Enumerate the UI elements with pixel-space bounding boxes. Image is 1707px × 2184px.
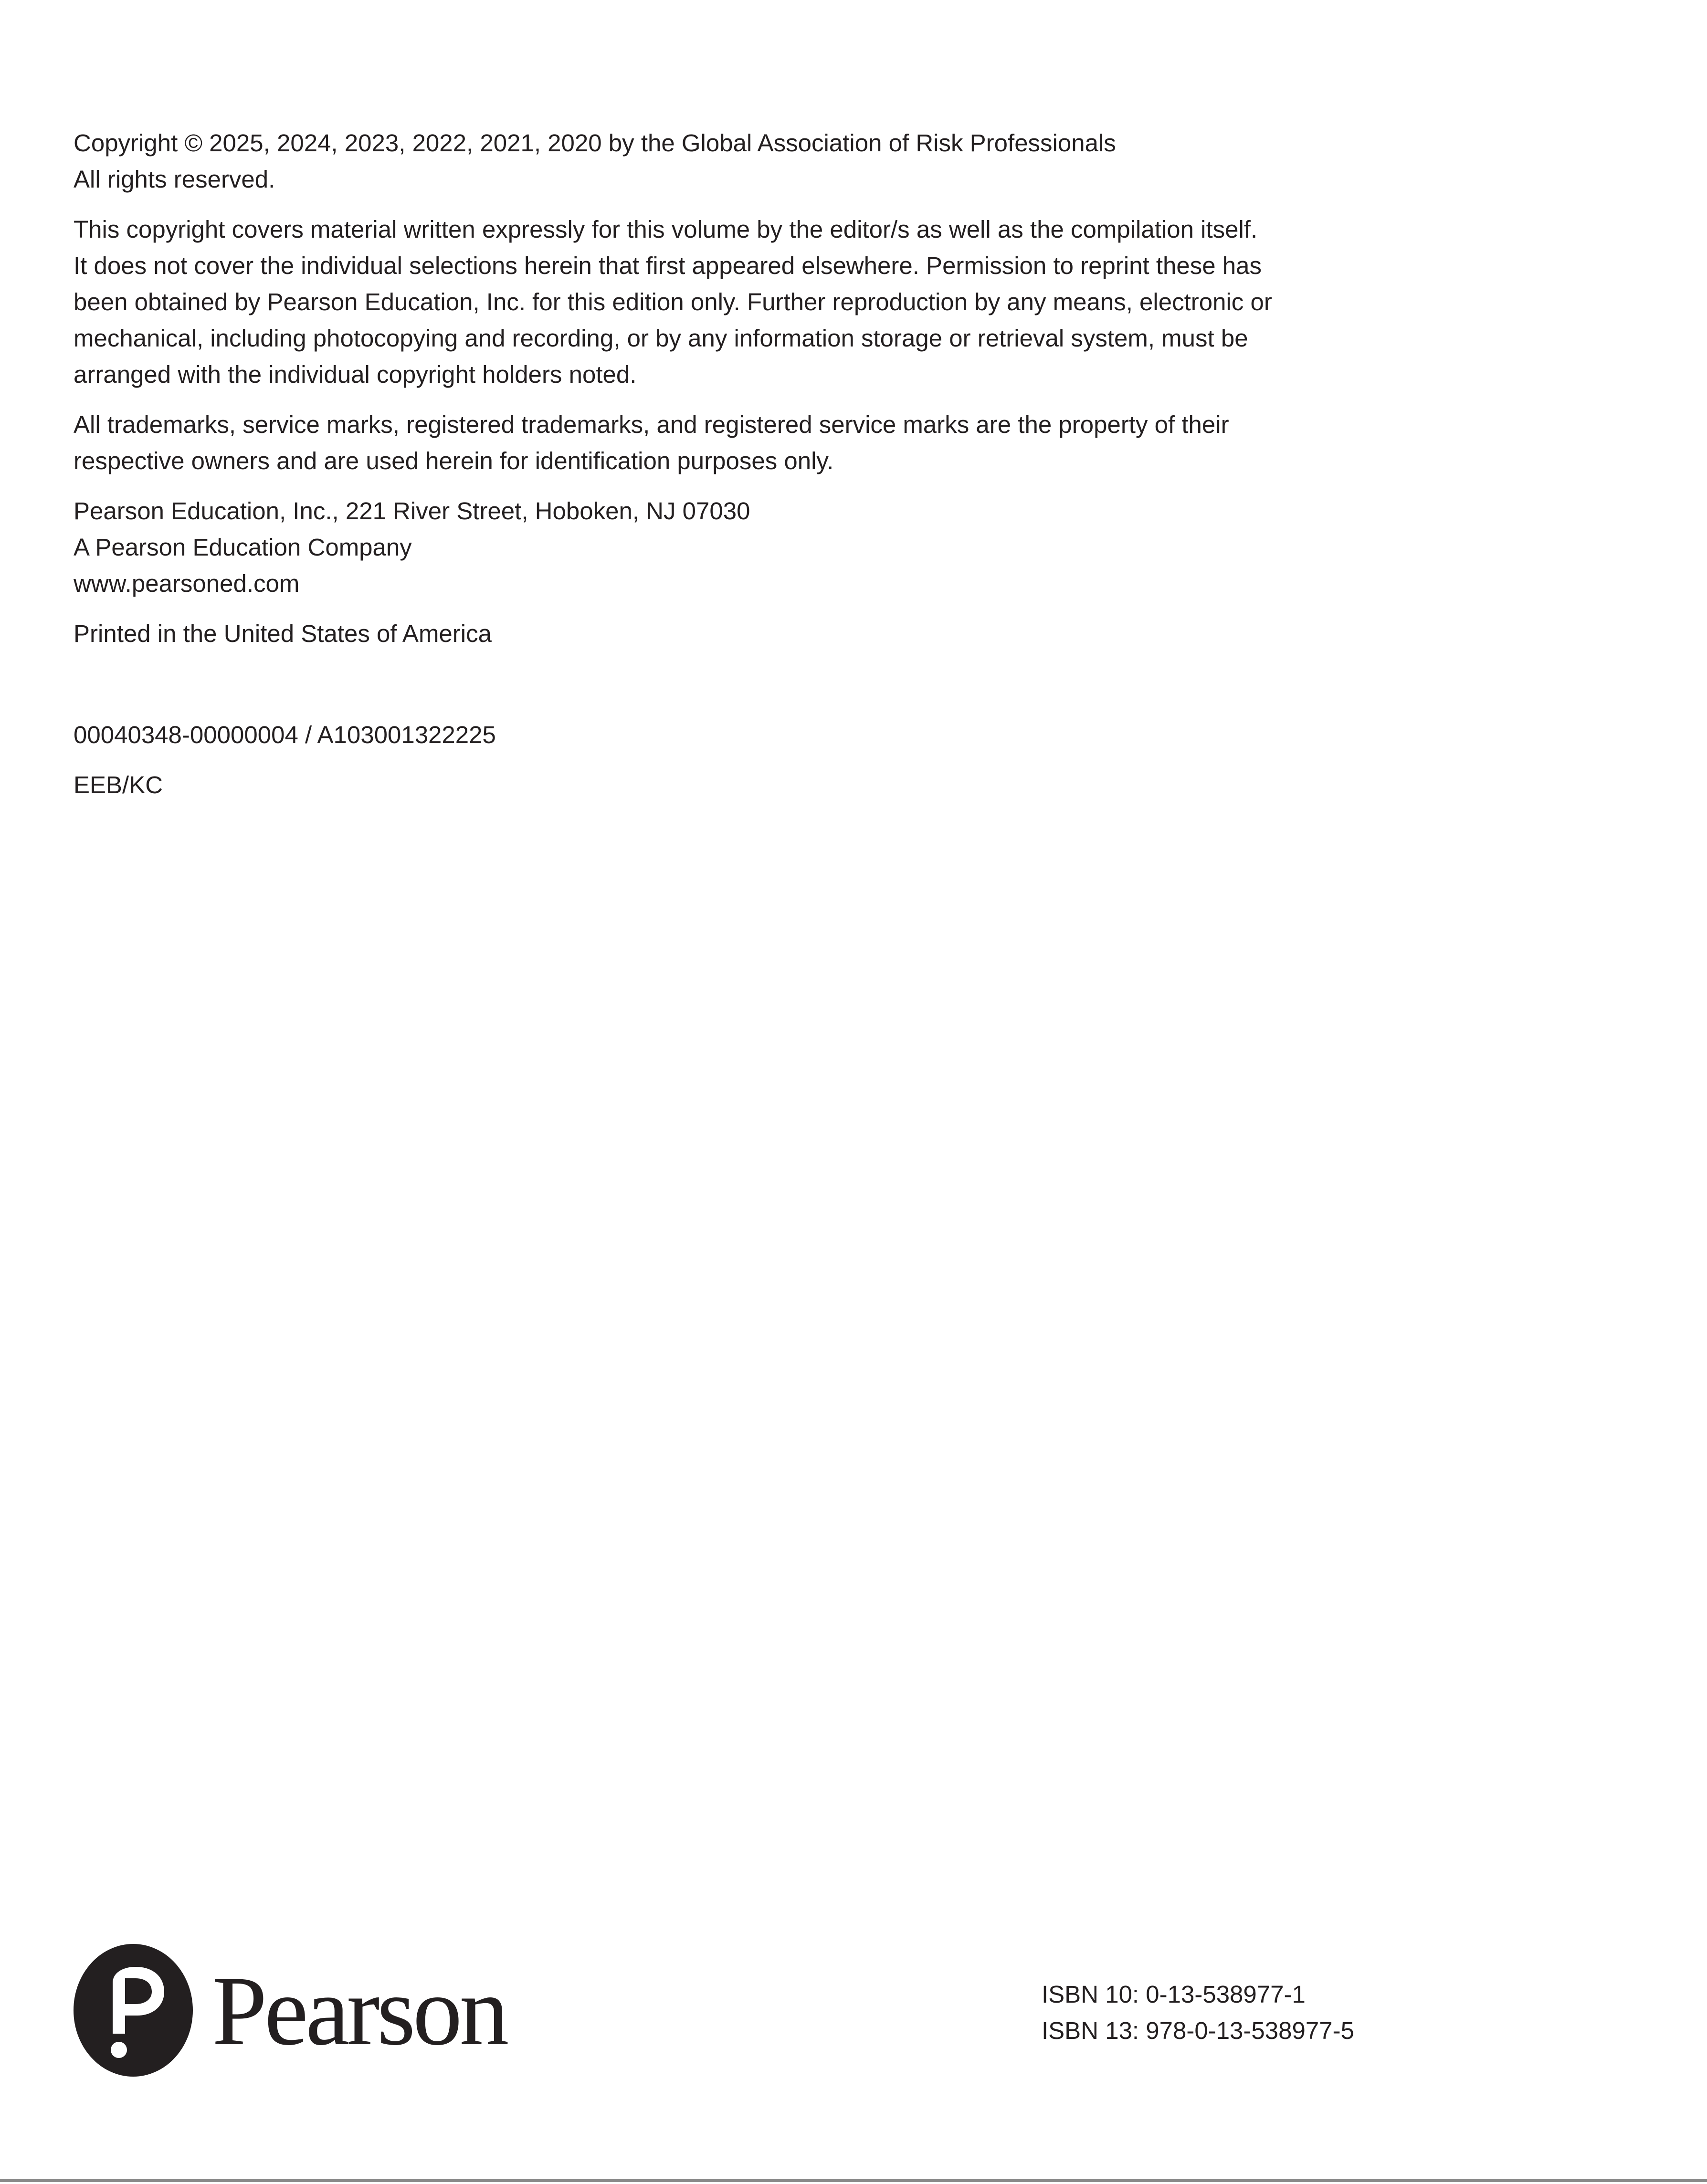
printed-in-line: Printed in the United States of America: [74, 620, 492, 647]
trademarks-line: All trademarks, service marks, registered trademarks, and registered service marks are the property of their: [74, 411, 1229, 438]
pearson-wordmark: Pearson: [212, 1956, 506, 2066]
trademarks-line: respective owners and are used herein for identification purposes only.: [74, 447, 834, 474]
publisher-website: www.pearsoned.com: [74, 570, 300, 597]
trademarks-paragraph: [74, 407, 1391, 479]
isbn-13: ISBN 13: 978-0-13-538977-5: [1042, 2017, 1354, 2044]
copyright-notice: [74, 125, 1391, 198]
coverage-line: mechanical, including photocopying and recording, or by any information storage or retrieval system, must be: [74, 325, 1248, 352]
rights-reserved-line: All rights reserved.: [74, 166, 275, 193]
pearson-p-icon: [74, 1944, 193, 2077]
print-initials: EEB/KC: [74, 771, 163, 798]
copyright-text-block: [74, 125, 1391, 666]
coverage-line: been obtained by Pearson Education, Inc. for this edition only. Further reproduction by any means, electronic or: [74, 288, 1272, 315]
coverage-line: arranged with the individual copyright holders noted.: [74, 361, 637, 388]
publisher-address: Pearson Education, Inc., 221 River Street, Hoboken, NJ 07030: [74, 497, 750, 525]
publisher-company: A Pearson Education Company: [74, 534, 412, 561]
print-codes: [74, 717, 496, 817]
bottom-divider: [0, 2179, 1707, 2182]
copyright-line: Copyright © 2025, 2024, 2023, 2022, 2021, 2020 by the Global Association of Risk Professionals: [74, 129, 1116, 157]
pearson-logo: [74, 1944, 513, 2078]
publisher-info: [74, 493, 1391, 602]
isbn-block: [1042, 1976, 1354, 2049]
isbn-10: ISBN 10: 0-13-538977-1: [1042, 1981, 1306, 2008]
coverage-paragraph: [74, 211, 1391, 393]
coverage-line: It does not cover the individual selections herein that first appeared elsewhere. Permission to reprint these has: [74, 252, 1262, 279]
coverage-line: This copyright covers material written expressly for this volume by the editor/s as well as the compilation itself.: [74, 216, 1258, 243]
print-id-code: 00040348-00000004 / A103001322225: [74, 721, 496, 748]
